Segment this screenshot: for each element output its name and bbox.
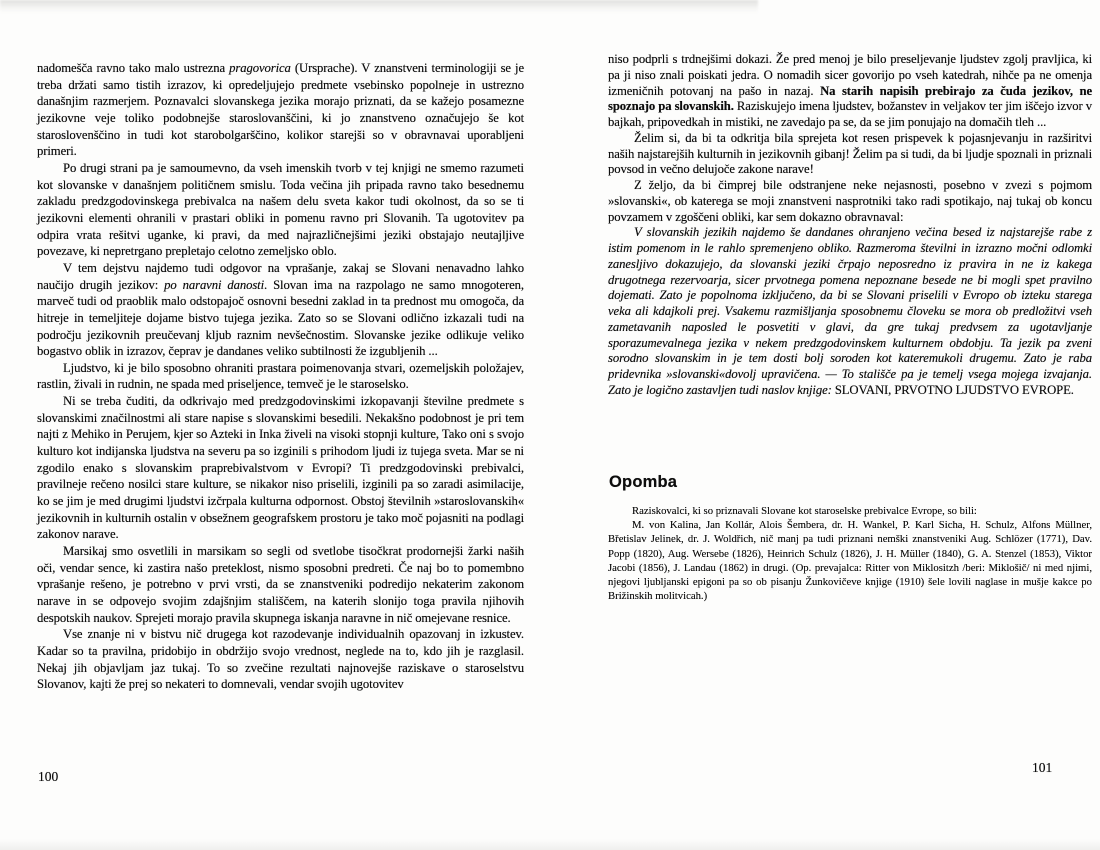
text-run: V tem dejstvu najdemo tudi odgovor na vprašanje, zakaj se Slovani nenavadno lahko naučijo drugih jezikov: bbox=[37, 260, 524, 292]
text-run: Ljudstvo, ki je bilo sposobno ohraniti prastara poimenovanja stvari, ozemeljskih položajev, rastlin, živali in rudnin, ne spada med priseljence, temveč je le staroselsko. bbox=[37, 360, 524, 392]
paragraph bbox=[608, 131, 1092, 178]
text-run: SLOVANI, PRVOTNO LJUDSTVO EVROPE. bbox=[834, 382, 1074, 397]
text-run: V slovanskih jezikih najdemo še dandanes ohranjeno večina besed iz najstarejše rabe z istim pomenom in le rahlo spremenjeno obliko. Razmeroma številni in izrazno močni odlomki zanesljivo dokazujejo, da slovanski jeziki črpajo neposredno iz pravira in ne iz kakega drugotnega rezervoarja, sicer prvotnega pomena nepoznane besede ne bi mogli spet pravilno dojemati. Zato je popolnoma izključeno, da bi se Slovani priselili v Evropo ob izteku starega veka ali kdajkoli prej. Vsakemu razmišljanja sposobnemu človeku se mora ob predložitvi vseh zametavanih naposled le posvetiti v glavi, da gre tukaj predvsem za ugotavljanje sporazumevalnega jezika v nekem predzgodovinskem kulturnem obdobju. Ta jezik pa zveni sorodno slovanskim in je tem dosti bolj soroden kot kateremukoli drugemu. Zato je raba pridevnika »slovanski«dovolj upravičena. — To stališče pa je temelj vsega mojega izvajanja. Zato je logično zastavljen tudi naslov knjige: bbox=[608, 225, 1092, 397]
text-run: niso podprli s trdnejšimi dokazi. Že pred menoj je bilo preseljevanje ljudstev zgolj pravljica, ki pa ji niso znali poiskati jedra. O nomadih sicer govorijo po vseh katedrah, nihče pa ne omenja izmeničnih potovanj na pašo in nazaj. bbox=[608, 52, 1092, 98]
text-run: Želim si, da bi ta odkritja bila sprejeta kot resen prispevek k pojasnjevanju in razširitvi naših najstarejših kulturnih in jezikovnih gibanj! Želim pa si tudi, da bi ljudje spoznali in priznali povsod in večno delujoče zakone narave! bbox=[608, 130, 1092, 177]
paragraph bbox=[37, 626, 524, 693]
note-text bbox=[608, 504, 1092, 603]
paragraph bbox=[608, 504, 1092, 518]
page-left-text bbox=[37, 60, 524, 693]
paragraph bbox=[37, 393, 524, 543]
scan-artifact-bottom bbox=[0, 839, 1100, 850]
paragraph bbox=[37, 260, 524, 360]
text-run: Po drugi strani pa je samoumevno, da vseh imenskih tvorb v tej knjigi ne smemo razumeti kot slovanske v današnjem političnem smislu. Toda večina jih pripada ravno tako besednemu zakladu predzgodovinskega prebivalca na našem delu sveta kakor tudi okolnost, da so se ti jezikovni elementi ohranili v prastari obliki in pomenu ravno pri Slovanih. Ta ugotovitev pa odpira vrata rešitvi uganke, ki pravi, da med najrazličnejšimi jeziki obstajajo neutajljive povezave, ki nepretrgano prepletajo celotno zemeljsko oblo. bbox=[37, 160, 524, 259]
paragraph bbox=[608, 178, 1092, 225]
text-run: Na starih napisih prebirajo za čuda jezikov, ne spoznajo pa slovanskih. bbox=[608, 83, 1092, 114]
paragraph bbox=[37, 160, 524, 260]
paragraph bbox=[37, 543, 524, 626]
paragraph bbox=[608, 52, 1092, 131]
text-run: po naravni danosti bbox=[164, 277, 265, 292]
page-number-left: 100 bbox=[38, 769, 59, 784]
text-run: Z željo, da bi čimprej bile odstranjene neke nejasnosti, posebno v zvezi s pojmom »slovanski«, ob katerega se moji znanstveni nasprotniki tako radi spotikajo, naj tukaj ob koncu povzamem v zgoščeni obliki, kar sem dokazno obravnaval: bbox=[608, 178, 1092, 224]
note-heading: Opomba bbox=[609, 473, 678, 491]
paragraph bbox=[37, 60, 524, 160]
text-run: pragovorica bbox=[229, 61, 291, 75]
paragraph bbox=[608, 518, 1092, 603]
page-number-right: 101 bbox=[1032, 760, 1053, 775]
text-run: M. von Kalina, Jan Kollár, Alois Šembera, dr. H. Wankel, P. Karl Sicha, H. Schulz, Alfons Müllner, Břetislav Jelinek, dr. J. Woldřich, nič manj pa tudi priznani nemški znanstveniki Aug. Schlözer (1771), Dav. Popp (1820), Aug. Wersebe (1826), Heinrich Schulz (1826), J. H. Müller (1840), G. A. Stenzel (1853), Viktor Jacobi (1856), J. Landau (1862) in drugi. (Op. prevajalca: Ritter von Miklositzh /beri: Miklošič/ ni med njimi, njegovi ljubljanski epigoni pa so ob pisanju Žunkovičeve knjige (1910) šele lovili naglase in mušje kakce po Brižinskih molitvicah.) bbox=[608, 519, 1092, 603]
text-run: Vse znanje ni v bistvu nič drugega kot razodevanje individualnih opazovanj in izkustev. Kadar so ta pravilna, pridobijo in obdržijo svojo vrednost, neglede na to, kdo jih je razglasil. Nekaj jih objavljam jaz tukaj. To so zvečine rezultati najnovejše raziskave o staroselstvu Slovanov, kajti že prej so nekateri to domnevali, vendar svojih ugotovitev bbox=[37, 627, 524, 692]
scan-artifact-top bbox=[0, 0, 758, 13]
text-run: (Ursprache). V znanstveni terminologiji se je treba držati samo tistih izrazov, ki opredeljujejo predmete vsebinsko popolneje in ustrezno današnjim razmerjem. Poznavalci slovanskega jezika morajo priznati, da se kažejo posamezne jezikovne veje toliko podobnejše staroslovanščini, ki jo znanstveno označujejo še kot staroslovenščino in tudi kot starobolgarščino, kolikor starejši so v obravnavai uporabljeni primeri. bbox=[37, 61, 524, 159]
paragraph bbox=[37, 360, 524, 393]
text-run: Raziskujejo imena ljudstev, božanstev in veljakov ter jim iščejo izvor v bajkah, pripovedkah in mistiki, ne zavedajo pa se, da se jim ponujajo na domačih tleh ... bbox=[608, 99, 1092, 129]
text-run: Raziskovalci, ki so priznavali Slovane kot staroselske prebivalce Evrope, so bili: bbox=[632, 505, 977, 517]
text-run: nadomešča ravno tako malo ustrezna bbox=[37, 61, 230, 75]
page-right-text bbox=[608, 52, 1092, 399]
paragraph bbox=[608, 225, 1092, 398]
text-run: . Slovan ima na razpolago ne samo mnogoteren, marveč tudi od praoblik malo odstopajoč osnovni besedni zaklad in ta prednost mu omogoča, da hitreje in temeljiteje dojame bistvo tujega jezika. Zato so se Slovani odlično izkazali tudi na področju jezikovnih preučevanj kljub raznim nevšečnostim. Slovanske jezike odlikuje veliko bogastvo oblik in izrazov, čeprav je dandanes veliko subtilnosti že izgubljenih ... bbox=[37, 277, 524, 359]
text-run: Ni se treba čuditi, da odkrivajo med predzgodovinskimi izkopavanji številne predmete s slovanskimi značilnostmi ali stare napise s slovanskimi besedili. Nekakšno podobnost je pri tem najti z Mehiko in Perujem, kjer so Azteki in Inka živeli na visoki stopnji kulture, Tako oni s svojo kulturo kot indijanska ljudstva na severu pa so izginili s prihodom ljudi iz tujega sveta. Mar se ni zgodilo enako s slovanskim praprebivalstvom v Evropi? Ti predzgodovinski prebivalci, pravilneje rečeno nosilci stare kulture, se nikakor niso priselili, izginili pa so zaradi asimilacije, ko se jim je med drugimi ljudstvi izčrpala kulturna odpornost. Obstoj številnih »staroslovanskih« jezikovnih in kulturnih ostalin v obsežnem geografskem prostoru je tako moč pojasniti na podlagi zakonov narave. bbox=[37, 394, 524, 542]
text-run: Marsikaj smo osvetlili in marsikam so segli od svetlobe tisočkrat prodornejši žarki naših oči, vendar sence, ki zastira našo preteklost, nismo sposobni predreti. Če naj bo to pomembno vprašanje rešeno, je potrebno v prvi vrsti, da se znanstveniki podredijo nekaterim zakonom narave in se odpovejo svojim zdajšnjim stališčem, na katerih slonijo toga pravila njihovih despotskih naukov. Sprejeti morajo pravila skupnega iskanja naravne in nič omejevane resnice. bbox=[37, 544, 524, 625]
